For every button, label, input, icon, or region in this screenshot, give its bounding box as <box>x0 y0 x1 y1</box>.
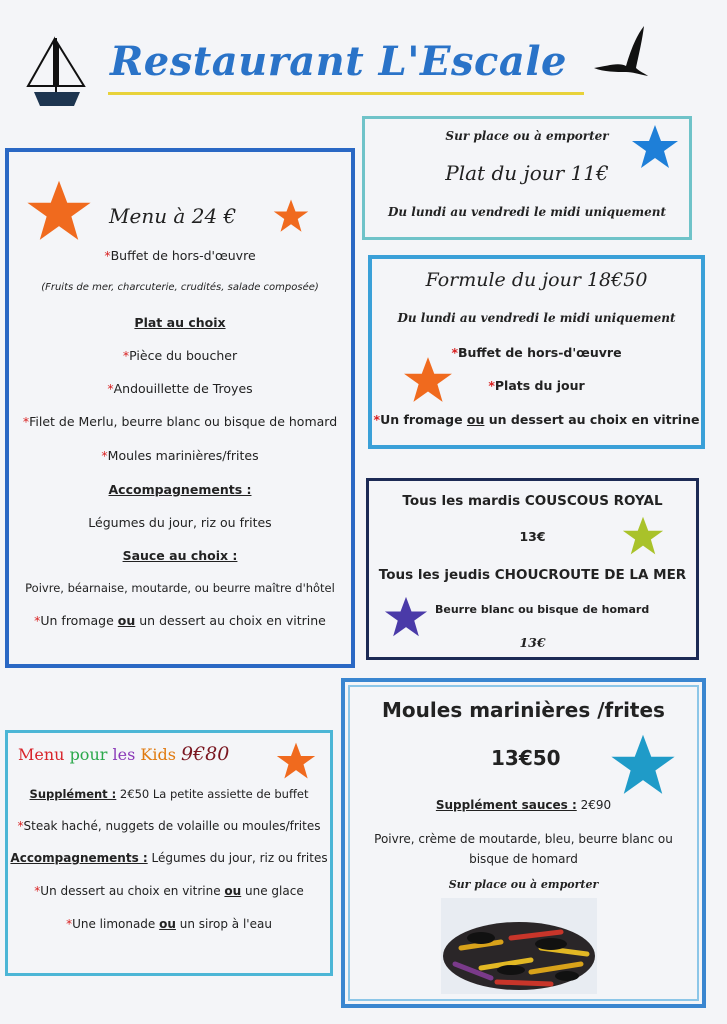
formule-title: Formule du jour 18€50 <box>425 269 648 291</box>
purple-star-icon <box>383 595 429 639</box>
special-mardi-price: 13€ <box>519 529 546 544</box>
moules-title: Moules marinières /frites <box>382 698 665 722</box>
menu24-plat-3: *Filet de Merlu, beurre blanc ou bisque de homard <box>22 414 338 429</box>
formule-line1: Du lundi au vendredi le midi uniquement <box>397 311 676 325</box>
title-underline <box>108 92 584 95</box>
bird-icon <box>592 22 650 80</box>
menu24-buffet-detail: (Fruits de mer, charcuterie, crudités, salade composée) <box>41 282 319 293</box>
moules-footer: Sur place ou à emporter <box>448 878 599 891</box>
mussels-photo <box>441 898 597 994</box>
orange-star-icon <box>402 355 454 405</box>
formule-item-1: *Buffet de hors-d'œuvre <box>451 345 622 360</box>
moules-sauces-1: Poivre, crème de moutarde, bleu, beurre blanc ou <box>374 832 673 846</box>
formule-box <box>368 255 705 449</box>
kids-item1: *Steak haché, nuggets de volaille ou moules/frites <box>17 819 321 833</box>
orange-star-icon <box>276 741 316 781</box>
plat-du-jour-box <box>362 116 692 240</box>
special-jeudi-price: 13€ <box>519 635 546 650</box>
moules-supp: Supplément sauces : 2€90 <box>435 798 612 812</box>
green-star-icon <box>619 515 667 557</box>
menu24-title: Menu à 24 € <box>109 204 237 228</box>
kids-title-word-4: Kids <box>140 745 176 764</box>
special-jeudi: Tous les jeudis CHOUCROUTE DE LA MER <box>378 567 687 583</box>
menu24-plat-1: *Pièce du boucher <box>122 348 238 363</box>
formule-dessert: *Un fromage ou un dessert au choix en vitrine <box>373 412 700 427</box>
menu24-sauce-heading: Sauce au choix : <box>122 548 238 563</box>
special-mardi: Tous les mardis COUSCOUS ROYAL <box>402 493 663 509</box>
moules-box <box>341 678 706 1008</box>
kids-title-word-2: pour <box>69 745 108 764</box>
plat-title: Plat du jour 11€ <box>445 161 609 185</box>
orange-star-icon <box>21 178 97 244</box>
menu24-buffet: *Buffet de hors-d'œuvre <box>104 248 256 263</box>
sailboat-icon <box>24 36 90 108</box>
teal-star-icon <box>607 732 679 798</box>
moules-sauces-2: bisque de homard <box>469 852 578 866</box>
kids-title-word-1: Menu <box>18 745 65 764</box>
menu24-plat-2: *Andouillette de Troyes <box>107 381 253 396</box>
kids-dessert: *Un dessert au choix en vitrine ou une glace <box>34 884 304 898</box>
plat-line1: Sur place ou à emporter <box>445 129 609 143</box>
specials-box <box>366 478 699 660</box>
formule-item-2: *Plats du jour <box>488 378 585 393</box>
menu24-accomp-heading: Accompagnements : <box>108 482 252 497</box>
moules-price: 13€50 <box>491 746 561 770</box>
menu24-plat-4: *Moules marinières/frites <box>101 448 259 463</box>
kids-drink: *Une limonade ou un sirop à l'eau <box>66 917 272 931</box>
plat-line2: Du lundi au vendredi le midi uniquement <box>387 205 667 219</box>
kids-box <box>5 730 333 976</box>
kids-title <box>18 743 229 765</box>
menu24-plat-heading: Plat au choix <box>134 315 226 330</box>
kids-supp: Supplément : 2€50 La petite assiette de buffet <box>29 787 309 801</box>
blue-star-icon <box>631 123 679 171</box>
kids-price: 9€80 <box>181 743 230 765</box>
orange-star-small-icon <box>273 198 309 234</box>
menu24-dessert: *Un fromage ou un dessert au choix en vitrine <box>34 613 326 628</box>
menu-24-box <box>5 148 355 668</box>
page-title: Restaurant L'Escale <box>110 38 567 85</box>
menu24-accomp: Légumes du jour, riz ou frites <box>88 515 272 530</box>
kids-accomp: Accompagnements : Légumes du jour, riz ou frites <box>10 851 328 865</box>
kids-title-word-3: les <box>112 745 136 764</box>
menu24-sauces: Poivre, béarnaise, moutarde, ou beurre maître d'hôtel <box>25 581 335 595</box>
special-jeudi-detail: Beurre blanc ou bisque de homard <box>435 603 650 616</box>
